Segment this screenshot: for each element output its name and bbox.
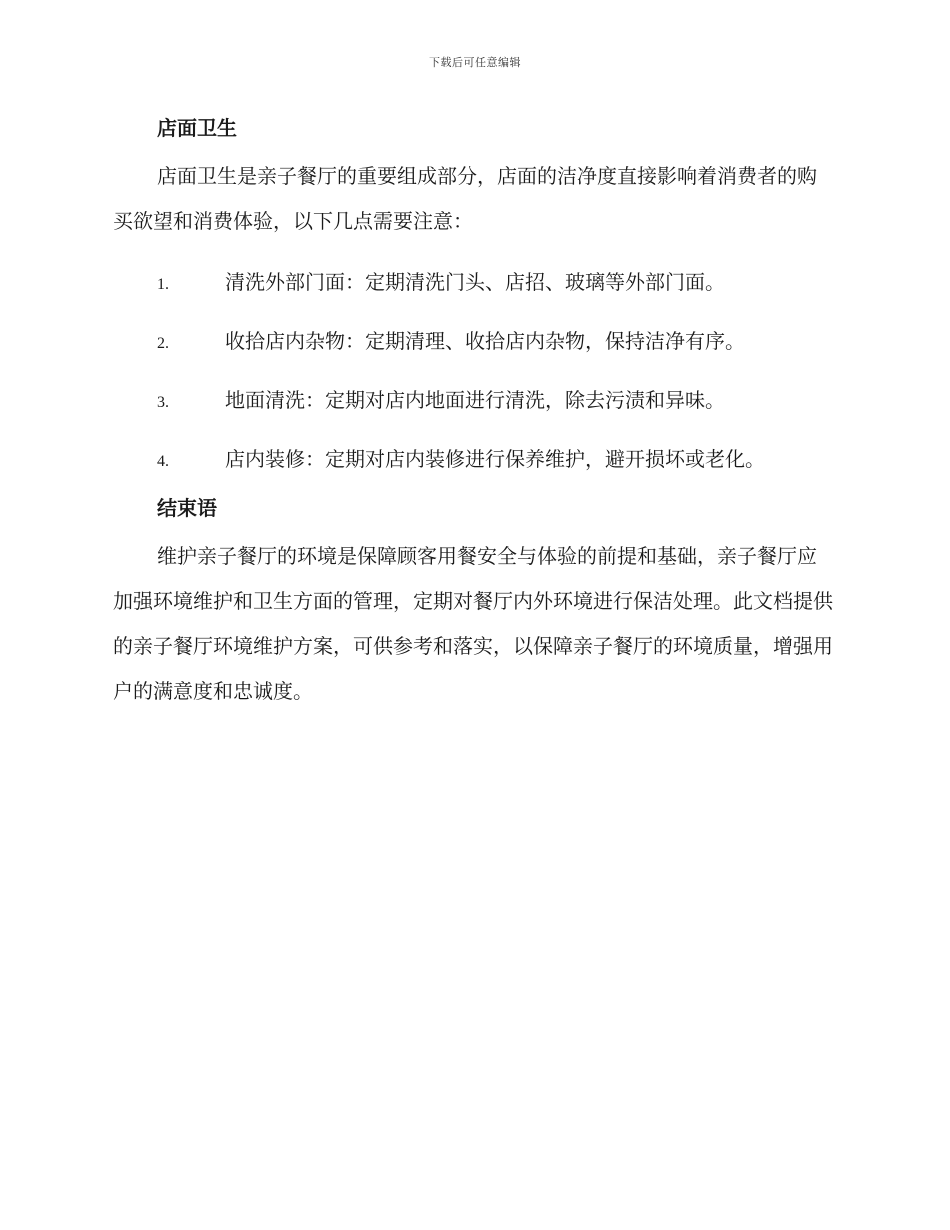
list-item-text: 店内装修：定期对店内装修进行保养维护，避开损坏或老化。 [225,447,765,471]
conclusion-paragraph: 维护亲子餐厅的环境是保障顾客用餐安全与体验的前提和基础，亲子餐厅应加强环境维护和卫生方面的管理，定期对餐厅内外环境进行保洁处理。此文档提供的亲子餐厅环境维护方案，可供参考和落实，以保障亲子餐厅的环境质量，增强用户的满意度和忠诚度。 [113,544,833,703]
list-item-number: 1. [157,276,169,293]
list-item [113,254,833,313]
section-heading-store-hygiene: 店面卫生 [157,116,237,140]
list-item [113,372,833,431]
list-item-number: 2. [157,335,169,352]
list-item-number: 3. [157,394,169,411]
document-body [113,112,833,724]
list-item-text: 收拾店内杂物：定期清理、收拾店内杂物，保持洁净有序。 [225,329,745,353]
page-header: 下载后可任意编辑 [429,56,521,69]
list-item-text: 地面清洗：定期对店内地面进行清洗，除去污渍和异味。 [225,388,725,412]
hygiene-list [113,254,833,490]
list-item [113,431,833,490]
list-item [113,313,833,372]
list-item-number: 4. [157,453,169,470]
section-intro-paragraph: 店面卫生是亲子餐厅的重要组成部分，店面的洁净度直接影响着消费者的购买欲望和消费体验，以下几点需要注意： [113,164,817,233]
list-item-text: 清洗外部门面：定期清洗门头、店招、玻璃等外部门面。 [225,270,725,294]
section-heading-conclusion: 结束语 [157,496,217,520]
